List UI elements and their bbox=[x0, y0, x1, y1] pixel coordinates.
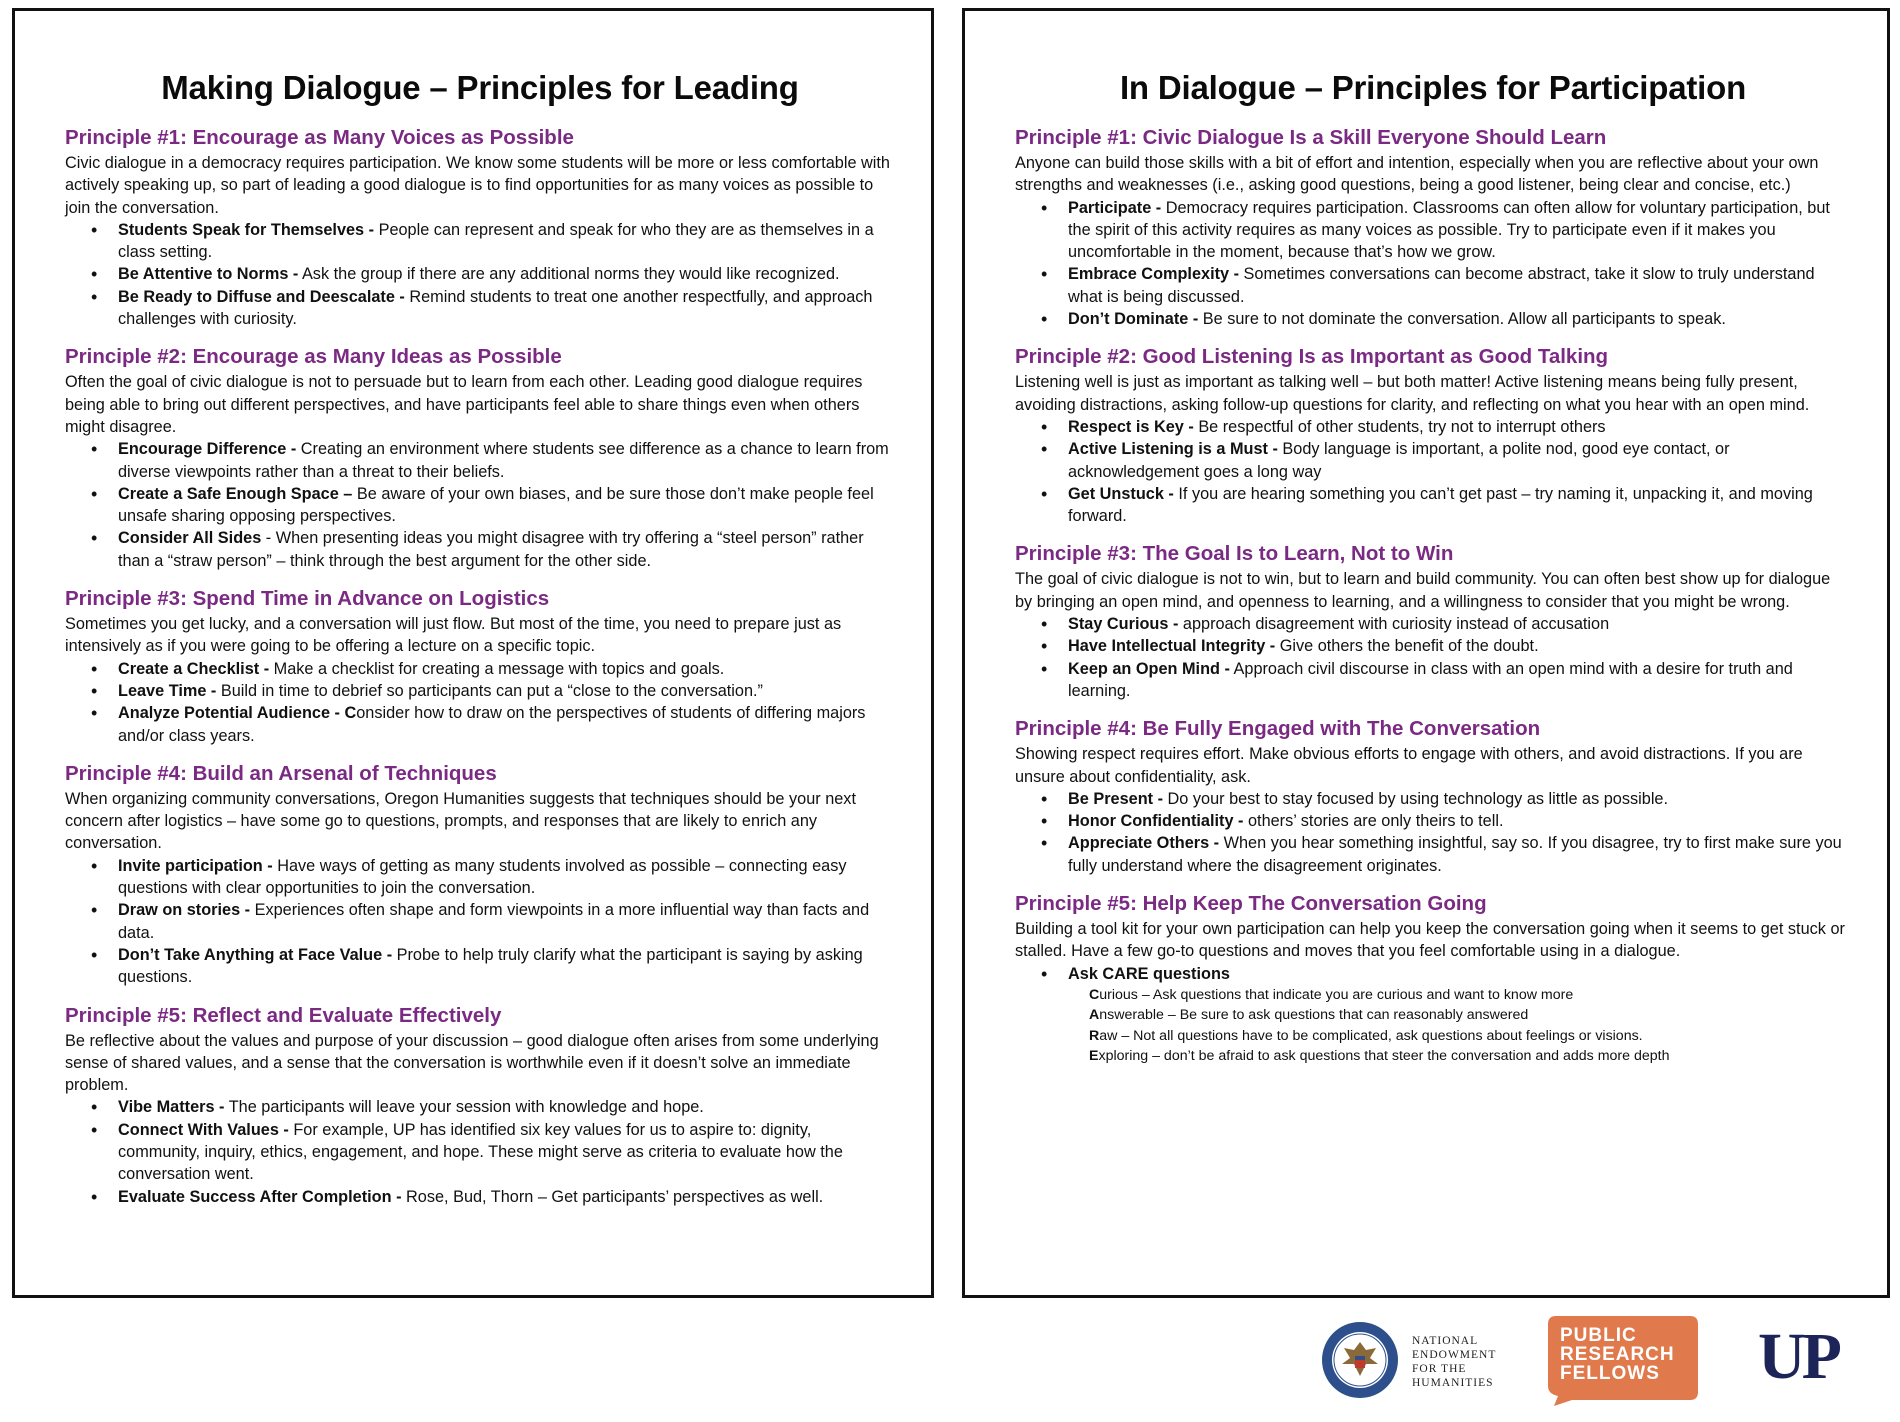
bullet-list bbox=[65, 219, 895, 330]
care-question-list bbox=[1089, 985, 1851, 1067]
bullet-text: Body language is important, a polite nod, good eye contact, or acknowledgement goes a long way bbox=[1068, 440, 1730, 481]
principle-heading: Principle #4: Be Fully Engaged with The Conversation bbox=[1015, 717, 1541, 741]
principle-body: The goal of civic dialogue is not to win, but to learn and build community. You can often best show up for dialogue by bringing an open mind, and openness to learning, and a willingness to consider that you might be wrong. bbox=[1015, 570, 1831, 611]
bullet-term: Appreciate Others - bbox=[1068, 834, 1220, 853]
bullet-text: Ask the group if there are any additional norms they would like recognized. bbox=[298, 265, 840, 284]
principle-heading: Principle #2: Encourage as Many Ideas as Possible bbox=[65, 345, 562, 369]
up-logo: UP bbox=[1758, 1320, 1838, 1393]
bullet-list bbox=[65, 658, 895, 747]
list-item bbox=[118, 483, 895, 528]
bullet-text: The participants will leave your session with knowledge and hope. bbox=[224, 1098, 704, 1117]
bullet-text: People can represent and speak for who they are as themselves in a class setting. bbox=[118, 220, 874, 262]
care-letter: C bbox=[1089, 986, 1100, 1003]
bullet-text: others’ stories are only theirs to tell. bbox=[1243, 812, 1504, 831]
principle-body: When organizing community conversations, Oregon Humanities suggests that techniques should be your next concern after logistics – have some go to questions, prompts, and responses that are likely to enrich any conversation. bbox=[65, 789, 856, 853]
list-item bbox=[1068, 483, 1851, 528]
bullet-text: Experiences often shape and form viewpoints in a more influential way than facts and data. bbox=[118, 901, 870, 942]
bullet-term: Analyze Potential Audience - C bbox=[118, 704, 357, 723]
bullet-term: Don’t Dominate - bbox=[1068, 310, 1199, 329]
list-item bbox=[1068, 197, 1851, 264]
principle-block bbox=[65, 1003, 895, 1208]
bullet-term: Consider All Sides bbox=[118, 529, 262, 548]
principle-body: Anyone can build those skills with a bit of effort and intention, especially when you are reflective about your own strengths and weaknesses (i.e., asking good questions, being a good listener, being clear and concise, etc.) bbox=[1015, 154, 1819, 195]
bullet-term: Create a Safe Enough Space – bbox=[118, 484, 353, 503]
principle-heading: Principle #5: Reflect and Evaluate Effectively bbox=[65, 1003, 502, 1027]
list-item bbox=[118, 286, 895, 331]
principle-body: Be reflective about the values and purpose of your discussion – good dialogue often arises from some underlying sense of shared values, and a sense that the conversation is worthwhile even if it doesn’t solve an immediate problem. bbox=[65, 1031, 879, 1095]
bullet-text: onsider how to draw on the perspectives of students of differing majors and/or class years. bbox=[118, 704, 866, 745]
principle-block bbox=[1015, 125, 1851, 330]
principle-heading: Principle #2: Good Listening Is as Important as Good Talking bbox=[1015, 345, 1609, 369]
bullet-term: Evaluate Success After Completion - bbox=[118, 1187, 402, 1206]
list-item bbox=[1068, 810, 1851, 832]
bullet-term: Encourage Difference - bbox=[118, 440, 297, 459]
bullet-term: Students Speak for Themselves - bbox=[118, 220, 375, 239]
bullet-text: Make a checklist for creating a message with topics and goals. bbox=[269, 659, 725, 678]
bullet-term: Invite participation - bbox=[118, 856, 273, 875]
bullet-term: Be Ready to Diffuse and Deescalate - bbox=[118, 287, 405, 306]
bullet-text: Be aware of your own biases, and be sure those don’t make people feel unsafe sharing opposing perspectives. bbox=[118, 484, 874, 526]
list-item bbox=[118, 1119, 895, 1186]
bullet-text: Rose, Bud, Thorn – Get participants’ perspectives as well. bbox=[401, 1187, 824, 1206]
list-item bbox=[1068, 635, 1851, 657]
principle-body: Sometimes you get lucky, and a conversation will just flow. But most of the time, you need to prepare just as intensively as if you were going to be offering a lecture on a specific topic. bbox=[65, 615, 842, 656]
bullet-text: Build in time to debrief so participants can put a “close to the conversation.” bbox=[216, 681, 763, 700]
bullet-list bbox=[1015, 613, 1851, 702]
principle-block bbox=[65, 125, 895, 330]
list-item bbox=[1068, 416, 1851, 438]
participation-principles-panel bbox=[962, 8, 1890, 1298]
bullet-term: Honor Confidentiality - bbox=[1068, 812, 1244, 831]
bullet-text: Be respectful of other students, try not to interrupt others bbox=[1193, 417, 1606, 436]
principle-heading: Principle #3: Spend Time in Advance on Logistics bbox=[65, 587, 550, 611]
list-item bbox=[118, 1186, 895, 1208]
bullet-list bbox=[1015, 416, 1851, 527]
bullet-term: Create a Checklist - bbox=[118, 659, 270, 678]
list-item bbox=[118, 855, 895, 900]
principle-heading: Principle #1: Encourage as Many Voices as Possible bbox=[65, 126, 574, 149]
bullet-term: Connect With Values - bbox=[118, 1120, 289, 1139]
bullet-text: Approach civil discourse in class with an open mind with a desire for truth and learning. bbox=[1068, 659, 1793, 700]
bullet-text: Give others the benefit of the doubt. bbox=[1275, 637, 1539, 656]
list-item bbox=[1068, 308, 1851, 330]
list-item bbox=[1068, 263, 1851, 308]
sponsor-logos bbox=[1320, 1316, 1880, 1406]
principle-body: Civic dialogue in a democracy requires participation. We know some students will be more or less comfortable with actively speaking up, so part of leading a good dialogue is to find opportunities for as many voices as possible to join the conversation. bbox=[65, 154, 890, 217]
bullet-list bbox=[1015, 963, 1851, 985]
bullet-term: Don’t Take Anything at Face Value - bbox=[118, 945, 393, 964]
principle-body: Building a tool kit for your own participation can help you keep the conversation going when it seems to get stuck or stalled. Have a few go-to questions and moves that you feel comfortable using in a dialogue. bbox=[1015, 920, 1845, 961]
principle-block bbox=[65, 344, 895, 572]
principle-block bbox=[1015, 891, 1851, 1067]
care-text: nswerable – Be sure to ask questions that can reasonably answered bbox=[1099, 1007, 1529, 1024]
bullet-text: Remind students to treat one another respectfully, and approach challenges with curiosity. bbox=[118, 287, 873, 329]
principle-heading: Principle #5: Help Keep The Conversation Going bbox=[1015, 892, 1487, 916]
list-item bbox=[118, 1096, 895, 1118]
care-text: xploring – don’t be afraid to ask questions that steer the conversation and adds more depth bbox=[1098, 1048, 1670, 1065]
bullet-term: Be Attentive to Norms - bbox=[118, 265, 299, 284]
bullet-list bbox=[1015, 788, 1851, 877]
list-item bbox=[118, 438, 895, 483]
leading-principles-panel bbox=[12, 8, 934, 1298]
care-letter: R bbox=[1089, 1027, 1100, 1044]
bullet-list bbox=[65, 438, 895, 572]
principle-block bbox=[1015, 716, 1851, 877]
care-letter: E bbox=[1089, 1048, 1099, 1065]
care-item bbox=[1089, 985, 1851, 1006]
list-item bbox=[1068, 658, 1851, 703]
principle-block bbox=[65, 586, 895, 747]
list-item bbox=[118, 944, 895, 989]
bullet-text: Sometimes conversations can become abstract, take it slow to truly understand what is being discussed. bbox=[1068, 265, 1815, 306]
principle-block bbox=[1015, 541, 1851, 702]
bullet-term: Have Intellectual Integrity - bbox=[1068, 637, 1276, 656]
principle-heading: Principle #3: The Goal Is to Learn, Not to Win bbox=[1015, 542, 1454, 566]
bullet-text: Have ways of getting as many students involved as possible – connecting easy questions with clear opportunities to join the conversation. bbox=[118, 856, 847, 898]
bullet-term: Leave Time - bbox=[118, 681, 217, 700]
bullet-term: Draw on stories - bbox=[118, 901, 251, 920]
principle-body: Showing respect requires effort. Make obvious efforts to engage with others, and avoid distractions. If you are unsure about confidentiality, ask. bbox=[1015, 745, 1803, 786]
bullet-term: Stay Curious - bbox=[1068, 615, 1179, 634]
bullet-term: Be Present - bbox=[1068, 789, 1164, 808]
list-item bbox=[118, 219, 895, 264]
bullet-text: Democracy requires participation. Classrooms can often allow for voluntary participation, but the spirit of this activity requires as many voices as possible. Try to participate even if it makes you uncomfortable in the moment, because that’s how we grow. bbox=[1068, 198, 1830, 262]
list-item bbox=[1068, 832, 1851, 877]
bullet-term: Vibe Matters - bbox=[118, 1098, 225, 1117]
care-item bbox=[1089, 1046, 1851, 1067]
bullet-text: approach disagreement with curiosity instead of accusation bbox=[1178, 615, 1610, 634]
neh-wordmark: NATIONAL ENDOWMENT FOR THE HUMANITIES bbox=[1412, 1335, 1497, 1389]
care-text: aw – Not all questions have to be complicated, ask questions about feelings or visions. bbox=[1099, 1027, 1643, 1044]
principle-body: Often the goal of civic dialogue is not to persuade but to learn from each other. Leading good dialogue requires being able to bring out different perspectives, and have participants feel able to share things even when others might disagree. bbox=[65, 373, 863, 436]
list-item bbox=[1068, 963, 1851, 985]
list-item bbox=[118, 899, 895, 944]
bullet-term: Ask CARE questions bbox=[1068, 964, 1230, 983]
list-item bbox=[118, 658, 895, 680]
principle-block bbox=[1015, 344, 1851, 527]
prf-wordmark: PUBLIC RESEARCH FELLOWS bbox=[1560, 1325, 1675, 1384]
principle-heading: Principle #4: Build an Arsenal of Techniques bbox=[65, 761, 497, 785]
bullet-term: Respect is Key - bbox=[1068, 417, 1194, 436]
bullet-text: - When presenting ideas you might disagree with try offering a “steel person” rather than a “straw person” – think through the best argument for the other side. bbox=[118, 529, 864, 570]
bullet-text: Be sure to not dominate the conversation. Allow all participants to speak. bbox=[1198, 310, 1726, 329]
list-item bbox=[1068, 788, 1851, 810]
care-item bbox=[1089, 1005, 1851, 1026]
bullet-text: For example, UP has identified six key values for us to aspire to: dignity, community, inquiry, ethics, engagement, and hope. These might serve as criteria to evaluate how the conversation went. bbox=[118, 1120, 843, 1184]
bullet-list bbox=[65, 855, 895, 989]
bullet-term: Embrace Complexity - bbox=[1068, 265, 1240, 284]
bullet-text: If you are hearing something you can’t get past – try naming it, unpacking it, and moving forward. bbox=[1068, 484, 1813, 526]
panel-title: In Dialogue – Principles for Participation bbox=[1119, 69, 1747, 106]
list-item bbox=[118, 680, 895, 702]
bullet-term: Keep an Open Mind - bbox=[1068, 659, 1230, 678]
bullet-term: Participate - bbox=[1068, 198, 1162, 217]
list-item bbox=[1068, 613, 1851, 635]
bullet-term: Active Listening is a Must - bbox=[1068, 440, 1278, 459]
principle-heading: Principle #1: Civic Dialogue Is a Skill Everyone Should Learn bbox=[1015, 126, 1607, 149]
neh-seal-icon bbox=[1320, 1320, 1400, 1400]
list-item bbox=[1068, 438, 1851, 483]
bullet-text: Probe to help truly clarify what the participant is saying by asking questions. bbox=[118, 945, 863, 987]
panel-title: Making Dialogue – Principles for Leading bbox=[161, 69, 799, 106]
list-item bbox=[118, 702, 895, 747]
care-letter: A bbox=[1089, 1007, 1100, 1024]
list-item bbox=[118, 263, 895, 285]
list-item bbox=[118, 527, 895, 572]
principle-body: Listening well is just as important as talking well – but both matter! Active listening means being fully present, avoiding distractions, asking follow-up questions for clarity, and reflecting on what you hear with an open mind. bbox=[1015, 373, 1810, 414]
bullet-list bbox=[65, 1096, 895, 1207]
bullet-text: Creating an environment where students see difference as a chance to learn from diverse viewpoints rather than a threat to their beliefs. bbox=[118, 440, 889, 481]
bullet-text: Do your best to stay focused by using technology as little as possible. bbox=[1163, 789, 1669, 808]
principle-block bbox=[65, 761, 895, 989]
care-text: urious – Ask questions that indicate you are curious and want to know more bbox=[1099, 986, 1574, 1003]
care-item bbox=[1089, 1026, 1851, 1047]
bullet-text: When you hear something insightful, say so. If you disagree, try to first make sure you fully understand where the disagreement originates. bbox=[1068, 834, 1842, 875]
bullet-term: Get Unstuck - bbox=[1068, 484, 1174, 503]
bullet-list bbox=[1015, 197, 1851, 331]
